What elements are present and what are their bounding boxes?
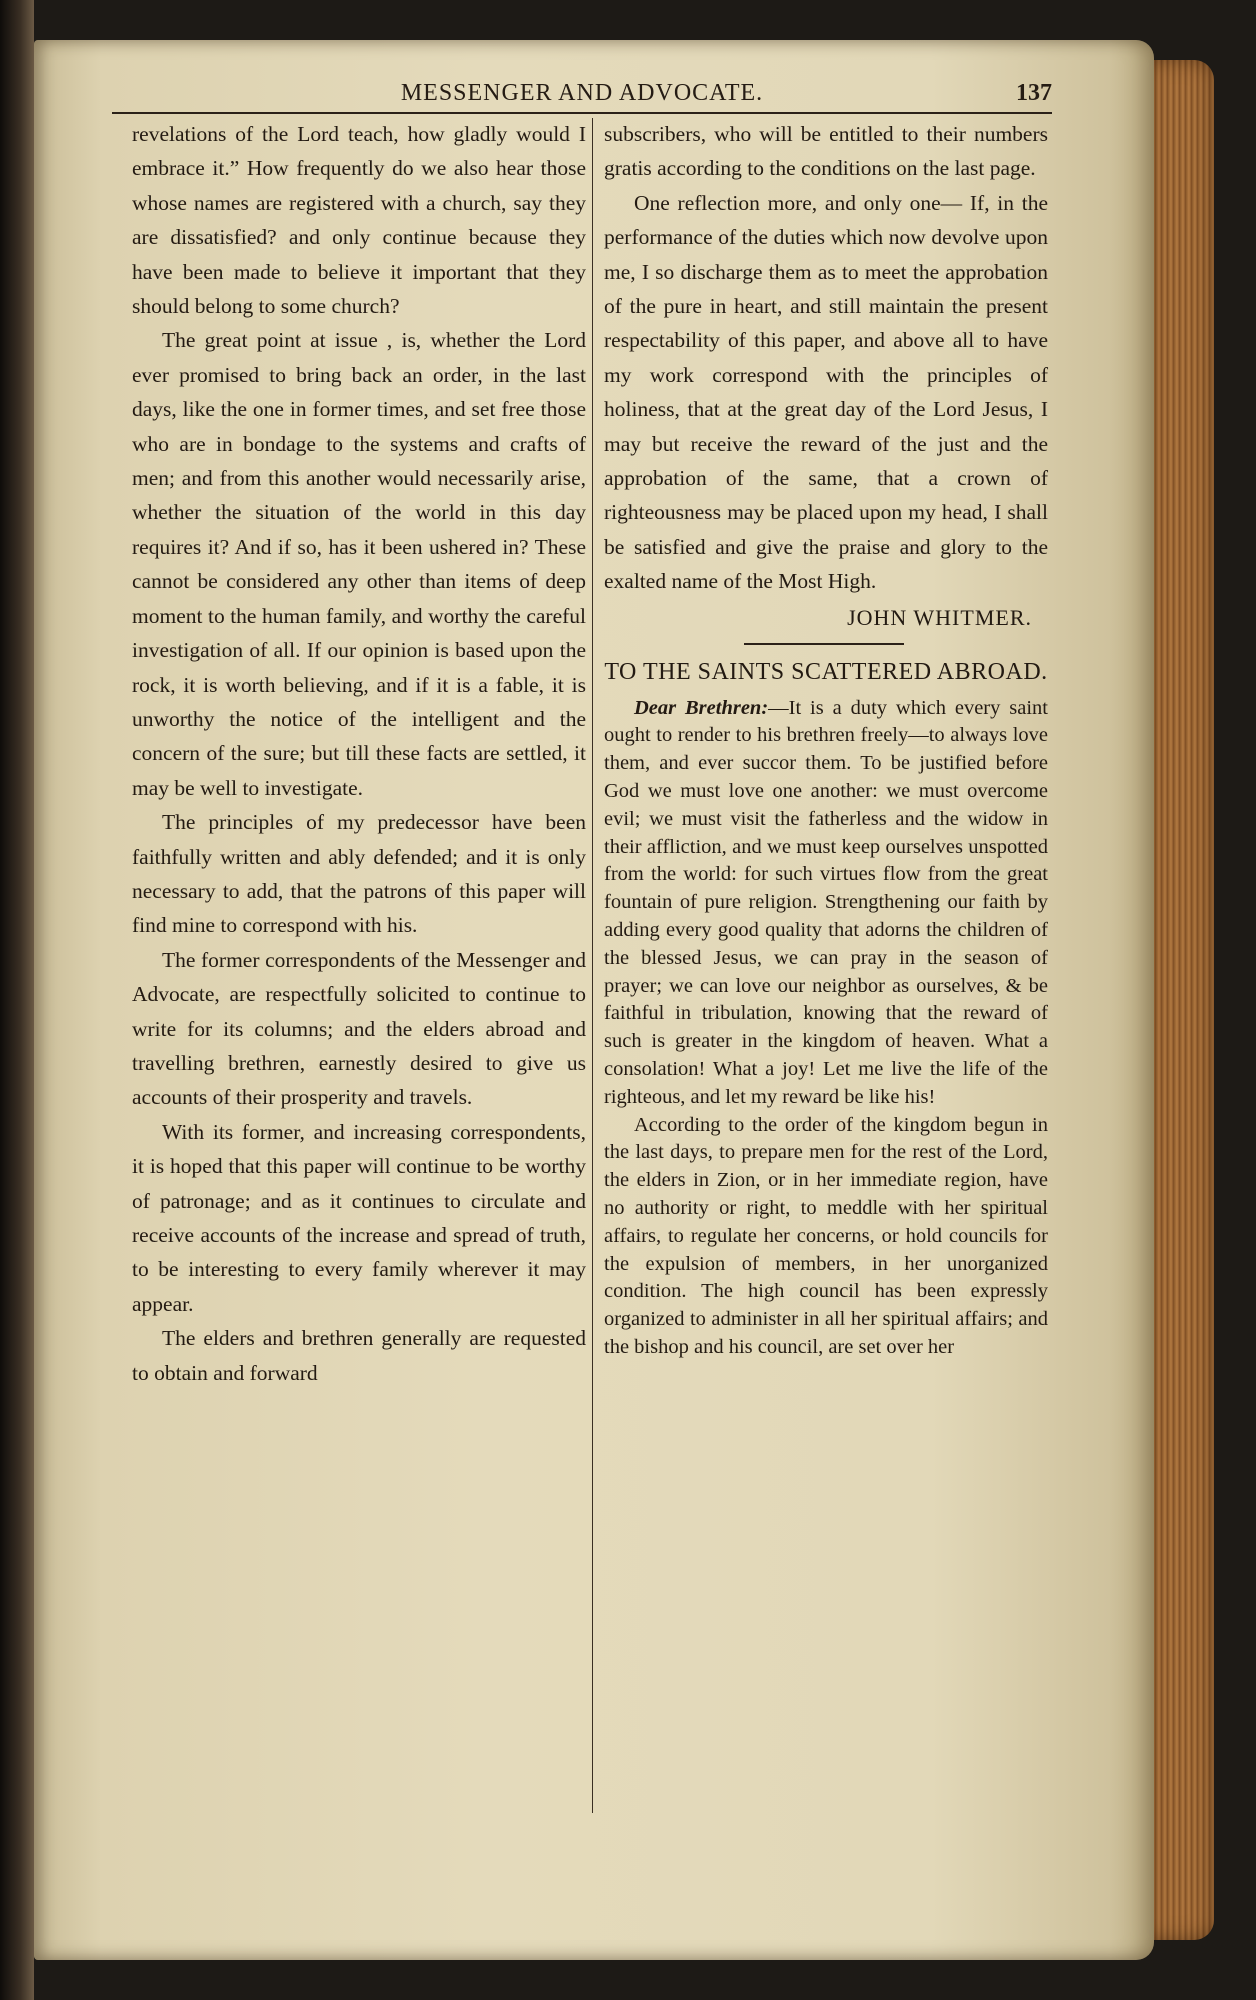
paragraph-text: —It is a duty which every saint ought to render to his brethren freely—to always love them, and ever succor them. To be justified before God we must love one another: we must overcome evil; we must visit the fatherless and the widow in their affliction, and we must keep ourselves unspotted from the world: for such virtues flow from the great fountain of pure religion. Strengthening our faith by adding every good quality that adorns the children of the blessed Jesus, we can pray in the season of prayer; we can love our neighbor as ourselves, & be faithful in tribulation, knowing that the reward of such is greater in the kingdom of heaven. What a consolation! What a joy! Let me live the life of the righteous, and let my reward be like his!: [604, 696, 1048, 1108]
periodical-title: MESSENGER AND ADVOCATE.: [400, 80, 764, 106]
running-head: [112, 78, 1052, 114]
right-column: [604, 117, 1048, 1362]
author-signature: JOHN WHITMER.: [847, 604, 1032, 630]
page-edges: [1144, 60, 1214, 1940]
paragraph: According to the order of the kingdom begun in the last days, to prepare men for the rest of the Lord, the elders in Zion, or in her immediate region, have no authority or right, to meddle with her spiritual affairs, to regulate her concerns, or hold councils for the expulsion of members, in her unorganized condition. The high council has been expressly organized to administer in all her spiritual affairs; and the bishop and his council, are set over her: [604, 1113, 1048, 1359]
paragraph: The elders and brethren generally are requested to obtain and forward: [132, 1326, 586, 1385]
paragraph: The principles of my predecessor have been faithfully written and ably defended; and it is only necessary to add, that the patrons of this paper will find mine to correspond with his.: [132, 810, 586, 938]
column-divider: [592, 118, 593, 1813]
page-number: 137: [1016, 80, 1052, 106]
section-divider: [744, 643, 904, 645]
paragraph: revelations of the Lord teach, how gladly would I embrace it.” How frequently do we also hear those whose names are registered with a church, say they are dissatisfied? and only continue because they have been made to believe it important that they should belong to some church?: [132, 122, 586, 319]
paragraph: One reflection more, and only one— If, in the performance of the duties which now devolve upon me, I so discharge them as to meet the approbation of the pure in heart, and still maintain the present respectability of this paper, and above all to have my work correspond with the principles of holiness, that at the great day of the Lord Jesus, I may but receive the reward of the just and the approbation of the same, that a crown of righteousness may be placed upon my head, I shall be satisfied and give the praise and glory to the exalted name of the Most High.: [604, 190, 1048, 594]
paragraph: With its former, and increasing correspondents, it is hoped that this paper will continue to be worthy of patronage; and as it continues to circulate and receive accounts of the increase and spread of truth, to be interesting to every family wherever it may appear.: [132, 1119, 586, 1316]
paragraph: subscribers, who will be entitled to their numbers gratis according to the conditions on the last page.: [604, 122, 1048, 181]
section-heading: TO THE SAINTS SCATTERED ABROAD.: [604, 658, 1048, 685]
paragraph: [604, 695, 1048, 1112]
book-spine: [0, 0, 34, 2000]
salutation: Dear Brethren:: [634, 696, 769, 719]
paragraph: The great point at issue , is, whether the Lord ever promised to bring back an order, in the last days, like the one in former times, and set free those who are in bondage to the systems and crafts of men; and from this another would necessarily arise, whether the situation of the world in this day requires it? And if so, has it been ushered in? These cannot be considered any other than items of deep moment to the human family, and worthy the careful investigation of all. If our opinion is based upon the rock, it is worth believing, and if it is a fable, it is unworthy the notice of the intelligent and the concern of the sure; but till these facts are settled, it may be well to investigate.: [132, 328, 586, 800]
left-column: [132, 117, 586, 1390]
paragraph: The former correspondents of the Messenger and Advocate, are respectfully solicited to continue to write for its columns; and the elders abroad and travelling brethren, earnestly desired to give us accounts of their prosperity and travels.: [132, 947, 586, 1110]
